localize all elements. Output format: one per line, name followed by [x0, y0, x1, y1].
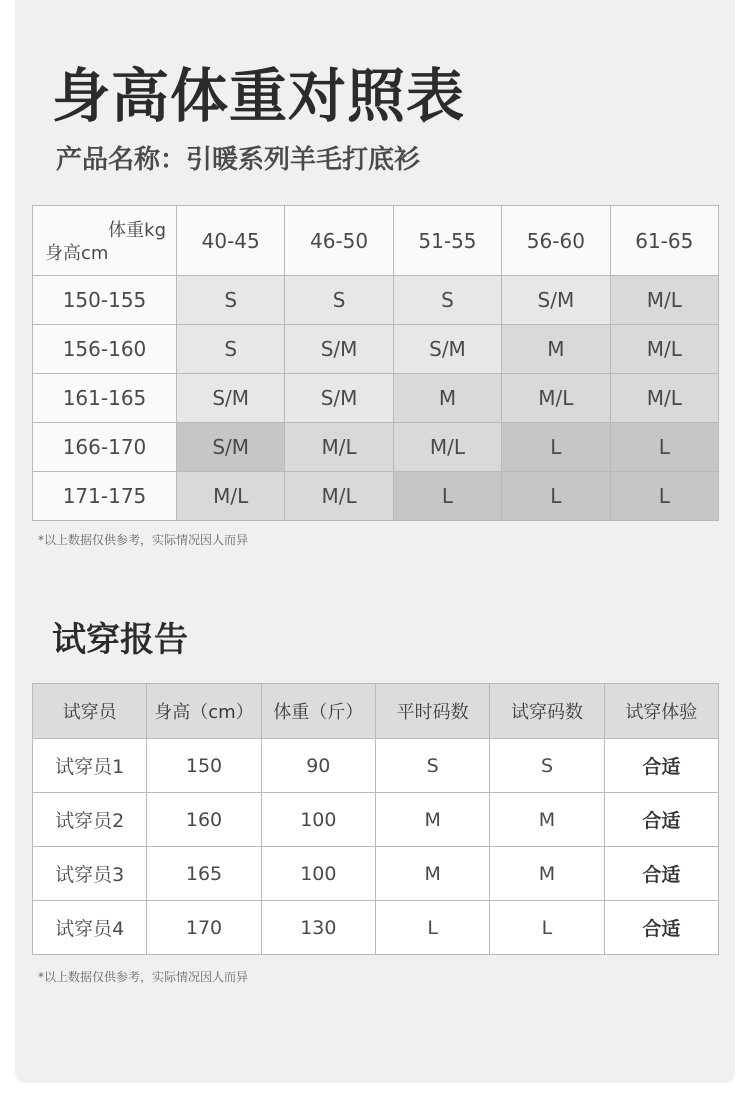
trial-row [33, 793, 719, 847]
weight-range-header: 61-65 [610, 206, 718, 276]
trial-header-cell: 身高（cm） [147, 684, 261, 739]
usual-size-cell: L [375, 901, 489, 955]
size-cell: S/M [177, 423, 285, 472]
trial-row [33, 739, 719, 793]
weight-range-header: 46-50 [285, 206, 393, 276]
trial-size-cell: M [490, 847, 604, 901]
product-name: 产品名称：引暖系列羊毛打底衫 [56, 145, 421, 175]
usual-size-cell: M [375, 793, 489, 847]
usual-size-cell: M [375, 847, 489, 901]
weight-cell: 100 [261, 847, 375, 901]
usual-size-cell: S [375, 739, 489, 793]
size-cell: L [502, 423, 610, 472]
weight-range-header: 40-45 [177, 206, 285, 276]
size-cell: M [502, 325, 610, 374]
height-cell: 160 [147, 793, 261, 847]
size-cell: L [610, 472, 718, 521]
trial-report-title: 试穿报告 [52, 620, 188, 660]
trial-size-cell: M [490, 793, 604, 847]
size-chart-row [33, 423, 719, 472]
trial-size-cell: L [490, 901, 604, 955]
height-cell: 165 [147, 847, 261, 901]
size-cell: S [285, 276, 393, 325]
height-range-cell: 171-175 [33, 472, 177, 521]
trial-row [33, 847, 719, 901]
tester-cell: 试穿员3 [33, 847, 147, 901]
size-cell: L [393, 472, 501, 521]
size-cell: M [393, 374, 501, 423]
size-chart-row [33, 374, 719, 423]
size-cell: S/M [285, 325, 393, 374]
height-range-cell: 166-170 [33, 423, 177, 472]
height-range-cell: 161-165 [33, 374, 177, 423]
trial-header-cell: 平时码数 [375, 684, 489, 739]
size-cell: L [502, 472, 610, 521]
weight-range-header: 51-55 [393, 206, 501, 276]
weight-header-label: 体重kg [108, 220, 166, 241]
height-cell: 150 [147, 739, 261, 793]
size-cell: M/L [610, 325, 718, 374]
size-chart-header-row [33, 206, 719, 276]
fit-experience-cell: 合适 [604, 739, 718, 793]
trial-header-cell: 试穿码数 [490, 684, 604, 739]
trial-report-table [32, 683, 719, 955]
tester-cell: 试穿员2 [33, 793, 147, 847]
size-chart-table [32, 205, 719, 521]
size-cell: L [610, 423, 718, 472]
size-cell: S/M [177, 374, 285, 423]
page-title: 身高体重对照表 [52, 62, 466, 130]
trial-report-disclaimer: *以上数据仅供参考，实际情况因人而异 [38, 970, 249, 984]
height-range-cell: 156-160 [33, 325, 177, 374]
tester-cell: 试穿员1 [33, 739, 147, 793]
size-cell: M/L [393, 423, 501, 472]
weight-cell: 100 [261, 793, 375, 847]
tester-cell: 试穿员4 [33, 901, 147, 955]
trial-header-cell: 试穿体验 [604, 684, 718, 739]
size-cell: S/M [285, 374, 393, 423]
size-cell: S [177, 276, 285, 325]
height-range-cell: 150-155 [33, 276, 177, 325]
size-cell: S [177, 325, 285, 374]
size-cell: M/L [610, 374, 718, 423]
size-cell: M/L [610, 276, 718, 325]
trial-size-cell: S [490, 739, 604, 793]
size-cell: S/M [393, 325, 501, 374]
height-cell: 170 [147, 901, 261, 955]
weight-cell: 90 [261, 739, 375, 793]
size-cell: M/L [177, 472, 285, 521]
trial-header-cell: 体重（斤） [261, 684, 375, 739]
weight-range-header: 56-60 [502, 206, 610, 276]
fit-experience-cell: 合适 [604, 793, 718, 847]
size-chart-row [33, 472, 719, 521]
size-cell: M/L [285, 423, 393, 472]
trial-row [33, 901, 719, 955]
size-chart-row [33, 325, 719, 374]
size-chart-row [33, 276, 719, 325]
size-cell: S [393, 276, 501, 325]
size-cell: M/L [285, 472, 393, 521]
fit-experience-cell: 合适 [604, 901, 718, 955]
fit-experience-cell: 合适 [604, 847, 718, 901]
size-cell: S/M [502, 276, 610, 325]
size-chart-disclaimer: *以上数据仅供参考，实际情况因人而异 [38, 533, 249, 547]
height-header-label: 身高cm [45, 243, 109, 264]
trial-header-row [33, 684, 719, 739]
size-cell: M/L [502, 374, 610, 423]
trial-header-cell: 试穿员 [33, 684, 147, 739]
corner-header-cell [33, 206, 177, 276]
weight-cell: 130 [261, 901, 375, 955]
